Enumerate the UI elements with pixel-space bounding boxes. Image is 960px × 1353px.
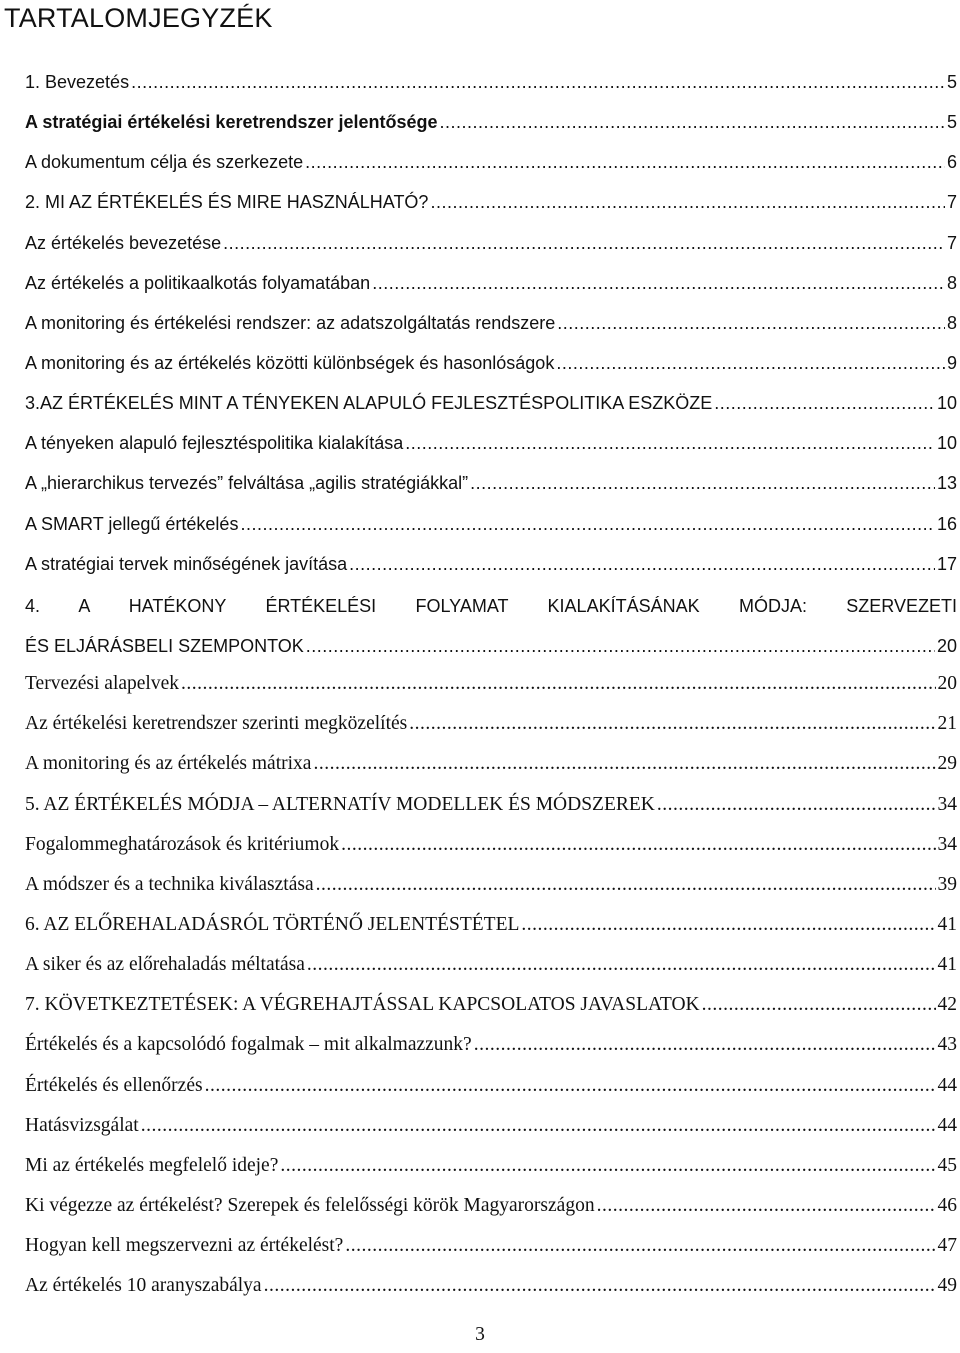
toc-entry-label: A „hierarchikus tervezés” felváltása „agilis stratégiákkal”	[25, 473, 469, 494]
toc-entry-page: 5	[946, 112, 957, 133]
toc-entry-label: A siker és az előrehaladás méltatása	[25, 954, 305, 976]
dot-leader	[702, 987, 936, 1023]
toc-entry[interactable]	[25, 746, 957, 786]
dot-leader	[521, 907, 935, 943]
toc-entry[interactable]	[25, 1268, 957, 1308]
toc-entry-page: 34	[937, 793, 957, 815]
dot-leader	[205, 1068, 936, 1104]
toc-entry[interactable]	[25, 706, 957, 746]
page-number: 3	[475, 1324, 485, 1345]
dot-leader	[440, 104, 945, 140]
toc-entry[interactable]	[25, 506, 957, 546]
toc-entry-page: 8	[946, 312, 957, 333]
dot-leader	[240, 506, 935, 542]
toc-entry-page: 5	[946, 72, 957, 92]
toc-entry-page: 42	[937, 994, 957, 1016]
toc-entry-page: 17	[936, 553, 957, 574]
toc-entry[interactable]	[25, 1068, 957, 1108]
toc-entry-label: Az értékelés 10 aranyszabálya	[25, 1275, 262, 1297]
dot-leader	[372, 265, 945, 301]
toc-entry[interactable]	[25, 907, 957, 947]
toc-entry[interactable]	[25, 104, 957, 144]
dot-leader	[409, 706, 935, 742]
toc-entry-page: 10	[936, 433, 957, 454]
dot-leader	[131, 64, 945, 100]
toc-entry-page: 47	[937, 1235, 957, 1257]
toc-entry[interactable]	[25, 666, 957, 706]
toc-title: TARTALOMJEGYZÉK	[4, 3, 273, 33]
toc-entry-page: 41	[937, 913, 957, 935]
toc-entry-label: 7. KÖVETKEZTETÉSEK: A VÉGREHAJTÁSSAL KAPCSOLATOS JAVASLATOK	[25, 994, 700, 1016]
toc-entry-page: 44	[937, 1114, 957, 1136]
toc-entry-page: 6	[946, 152, 957, 173]
toc-entry[interactable]	[25, 184, 957, 224]
dot-leader	[305, 144, 945, 180]
toc-entry[interactable]	[25, 1228, 957, 1268]
toc-entry-label: Fogalommeghatározások és kritériumok	[25, 833, 340, 855]
toc-entry-label: A monitoring és az értékelés mátrixa	[25, 753, 312, 775]
toc-entry-page: 29	[937, 753, 957, 775]
toc-list	[25, 64, 957, 1308]
toc-entry-page: 13	[936, 473, 957, 494]
dot-leader	[556, 345, 945, 381]
toc-entry-label: A monitoring és értékelési rendszer: az adatszolgáltatás rendszere	[25, 312, 556, 333]
dot-leader	[341, 827, 935, 863]
toc-entry[interactable]	[25, 465, 957, 505]
toc-entry-label: Az értékelés a politikaalkotás folyamatában	[25, 272, 371, 293]
toc-entry[interactable]	[25, 305, 957, 345]
toc-entry-label: A stratégiai értékelési keretrendszer jelentősége	[25, 112, 438, 133]
dot-leader	[306, 626, 935, 666]
toc-entry-label: 4. A HATÉKONY ÉRTÉKELÉSI FOLYAMAT KIALAKÍTÁSÁNAK MÓDJA: SZERVEZETI	[25, 595, 957, 616]
toc-entry-label: 2. MI AZ ÉRTÉKELÉS ÉS MIRE HASZNÁLHATÓ?	[25, 192, 429, 213]
toc-entry-label: ÉS ELJÁRÁSBELI SZEMPONTOK	[25, 635, 304, 656]
dot-leader	[307, 947, 936, 983]
toc-entry-label: Értékelés és a kapcsolódó fogalmak – mit alkalmazzunk?	[25, 1034, 472, 1056]
toc-entry-page: 21	[937, 713, 957, 735]
toc-entry[interactable]	[25, 385, 957, 425]
toc-entry-page: 8	[946, 272, 957, 293]
dot-leader	[345, 1228, 935, 1264]
toc-entry[interactable]	[25, 1027, 957, 1067]
toc-entry-label: Az értékelés bevezetése	[25, 232, 222, 253]
dot-leader	[430, 184, 945, 220]
toc-entry-label: Értékelés és ellenőrzés	[25, 1074, 203, 1096]
toc-entry-label: A monitoring és az értékelés közötti különbségek és hasonlóságok	[25, 352, 555, 373]
dot-leader	[223, 225, 945, 261]
dot-leader	[141, 1108, 936, 1144]
dot-leader	[657, 787, 936, 823]
toc-entry-page: 49	[937, 1275, 957, 1297]
toc-entry-page: 20	[936, 635, 957, 656]
toc-entry-label: Mi az értékelés megfelelő ideje?	[25, 1154, 279, 1176]
toc-entry[interactable]	[25, 425, 957, 465]
toc-entry-label: 1. Bevezetés	[25, 72, 130, 92]
toc-entry-label: Az értékelési keretrendszer szerinti megközelítés	[25, 713, 408, 735]
toc-entry-page: 46	[937, 1194, 957, 1216]
toc-entry-page: 16	[936, 513, 957, 534]
toc-entry-page: 41	[937, 954, 957, 976]
dot-leader	[181, 666, 935, 702]
toc-entry[interactable]	[25, 1108, 957, 1148]
toc-entry-page: 9	[946, 352, 957, 373]
toc-entry[interactable]	[25, 827, 957, 867]
toc-entry[interactable]	[25, 1188, 957, 1228]
toc-entry[interactable]	[25, 225, 957, 265]
toc-entry-page: 10	[936, 393, 957, 414]
dot-leader	[280, 1148, 935, 1184]
toc-entry[interactable]	[25, 64, 957, 104]
toc-entry-label: A módszer és a technika kiválasztása	[25, 873, 314, 895]
toc-entry-label: A tényeken alapuló fejlesztéspolitika kialakítása	[25, 433, 404, 454]
toc-entry[interactable]	[25, 546, 957, 586]
toc-entry-page: 34	[937, 833, 957, 855]
toc-entry-label: A stratégiai tervek minőségének javítása	[25, 553, 348, 574]
toc-entry-label: Hogyan kell megszervezni az értékelést?	[25, 1235, 344, 1257]
toc-entry-label: A dokumentum célja és szerkezete	[25, 152, 304, 173]
toc-entry-continuation	[25, 626, 957, 666]
toc-entry-page: 43	[937, 1034, 957, 1056]
toc-entry-label: 6. AZ ELŐREHALADÁSRÓL TÖRTÉNŐ JELENTÉSTÉTEL	[25, 913, 520, 935]
dot-leader	[313, 746, 935, 782]
toc-entry[interactable]	[25, 1148, 957, 1188]
toc-entry-label: Tervezési alapelvek	[25, 673, 180, 695]
toc-entry[interactable]	[25, 265, 957, 305]
toc-entry-page: 39	[937, 873, 957, 895]
toc-entry-page: 45	[937, 1154, 957, 1176]
dot-leader	[264, 1268, 936, 1304]
toc-entry[interactable]	[25, 586, 957, 666]
dot-leader	[714, 385, 935, 421]
dot-leader	[349, 546, 935, 582]
dot-leader	[474, 1027, 936, 1063]
dot-leader	[557, 305, 945, 341]
dot-leader	[470, 465, 935, 501]
toc-entry[interactable]	[25, 144, 957, 184]
toc-entry[interactable]	[25, 787, 957, 827]
toc-entry[interactable]	[25, 987, 957, 1027]
toc-entry-label: A SMART jellegű értékelés	[25, 513, 239, 534]
toc-entry[interactable]	[25, 345, 957, 385]
toc-entry[interactable]	[25, 947, 957, 987]
toc-entry-page: 7	[946, 232, 957, 253]
toc-entry-label: 5. AZ ÉRTÉKELÉS MÓDJA – ALTERNATÍV MODELLEK ÉS MÓDSZEREK	[25, 793, 655, 815]
toc-entry-label: Ki végezze az értékelést? Szerepek és felelősségi körök Magyarországon	[25, 1194, 595, 1216]
dot-leader	[405, 425, 935, 461]
dot-leader	[597, 1188, 936, 1224]
toc-entry[interactable]	[25, 867, 957, 907]
toc-entry-page: 44	[937, 1074, 957, 1096]
toc-entry-label: 3.AZ ÉRTÉKELÉS MINT A TÉNYEKEN ALAPULÓ FEJLESZTÉSPOLITIKA ESZKÖZE	[25, 393, 713, 414]
toc-entry-page: 7	[946, 192, 957, 213]
toc-entry-page: 20	[937, 673, 957, 695]
dot-leader	[316, 867, 936, 903]
toc-entry-label: Hatásvizsgálat	[25, 1114, 139, 1136]
